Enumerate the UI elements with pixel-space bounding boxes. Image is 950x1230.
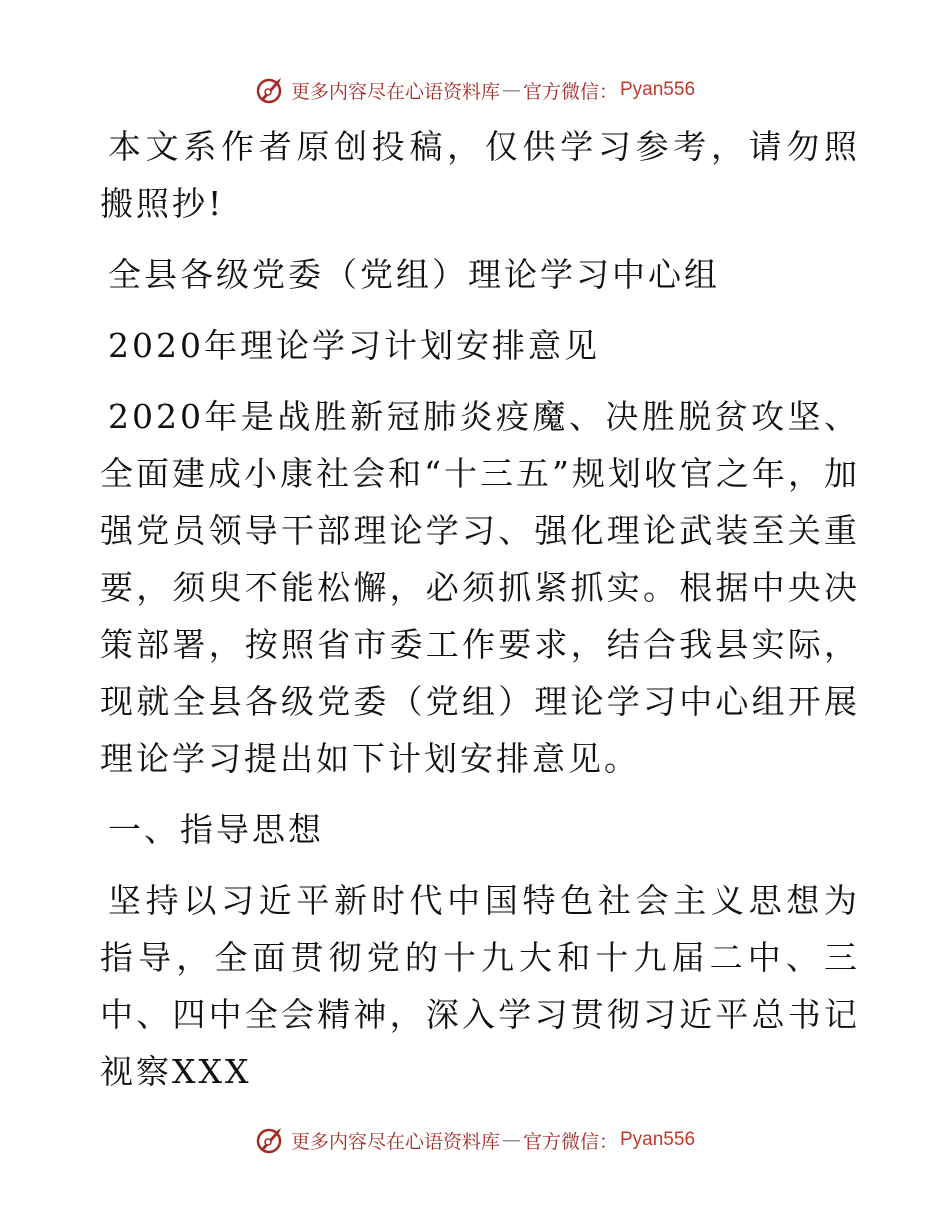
watermark-site-text: 更多内容尽在心语资料库 bbox=[290, 1130, 500, 1153]
document-title-line-2: 2020年理论学习计划安排意见 bbox=[108, 326, 600, 365]
quill-seal-logo-icon bbox=[255, 75, 285, 105]
section-heading-guiding-ideology: 一、指导思想 bbox=[108, 810, 324, 849]
quill-seal-logo-icon bbox=[255, 1125, 285, 1155]
footer-watermark bbox=[0, 1120, 950, 1160]
section-body-guiding-ideology: 坚持以习近平新时代中国特色社会主义思想为指导，全面贯彻党的十九大和十九届二中、三中、四中全会精神，深入学习贯彻习近平总书记视察XXX bbox=[100, 881, 860, 1091]
watermark-wechat-label: 官方微信： bbox=[522, 80, 618, 103]
header-watermark bbox=[0, 70, 950, 110]
intro-paragraph: 2020年是战胜新冠肺炎疫魔、决胜脱贫攻坚、全面建成小康社会和“十三五”规划收官之年，加强党员领导干部理论学习、强化理论武装至关重要，须臾不能松懈，必须抓紧抓实。根据中央决策部署，按照省市委工作要求，结合我县实际，现就全县各级党委（党组）理论学习中心组开展理论学习提出如下计划安排意见。 bbox=[100, 397, 860, 778]
watermark-dash: — bbox=[501, 79, 521, 101]
watermark-site-text: 更多内容尽在心语资料库 bbox=[290, 80, 500, 103]
watermark-wechat-id: Pyan556 bbox=[620, 1129, 696, 1150]
watermark-dash: — bbox=[501, 1129, 521, 1151]
watermark-wechat-id: Pyan556 bbox=[620, 79, 696, 100]
copyright-notice: 本文系作者原创投稿，仅供学习参考，请勿照搬照抄! bbox=[100, 127, 860, 223]
document-title-line-1: 全县各级党委（党组）理论学习中心组 bbox=[108, 255, 720, 294]
watermark-wechat-label: 官方微信： bbox=[522, 1130, 618, 1153]
document-body bbox=[100, 118, 860, 1114]
